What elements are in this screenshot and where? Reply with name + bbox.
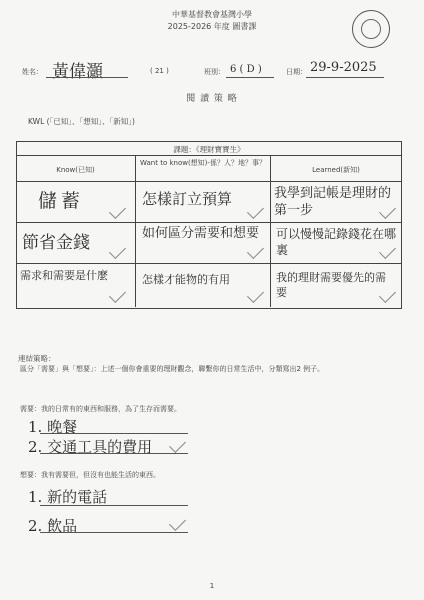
needs-item-1: 1. 晚餐 [28, 418, 78, 436]
student-number: ( 21 ) [150, 67, 169, 75]
class-value: 6 ( D ) [230, 64, 262, 75]
check-mark-icon [169, 436, 186, 453]
kwl-label: KWL (「已知」、「想知」、「新知」) [28, 117, 135, 126]
class-label: 班別： [204, 68, 225, 76]
kwl-topic: 課題：《理財寶寶生》 [173, 145, 245, 154]
needs-item-2: 2. 交通工具的費用 [28, 438, 153, 456]
student-name: 黃偉灝 [52, 62, 103, 82]
column-header-want: Want to know(想知)-係？人？地？事？ [140, 159, 266, 167]
column-header-know: Know(已知) [56, 166, 95, 174]
page-number: 1 [209, 582, 215, 590]
strategy-label: 連結策略： [18, 354, 56, 363]
needs-prompt: 需要：我的日常有的東西和服務，為了生存而需要。 [20, 405, 181, 413]
table-cell-want-2: 如何區分需要和想要 [142, 226, 260, 241]
school-name: 中華基督教會基灣小學 [172, 10, 252, 19]
table-cell-know-2: 節省金錢 [22, 233, 90, 253]
table-cell-learned-2: 可以慢慢記錄錢花在哪裏 [276, 227, 397, 257]
check-mark-icon [169, 514, 186, 531]
name-label: 姓名： [22, 68, 43, 76]
wants-item-2: 2. 飲品 [28, 517, 78, 535]
year-subject: 2025-2026 年度 圖書課 [167, 22, 257, 31]
strategy-instruction: 區分「需要」與「想要」：上述一個你會重要的理財觀念，聯繫你的日常生活中，分類寫出2 例子。 [20, 365, 325, 373]
page-title: 閱 讀 策 略 [186, 94, 238, 104]
table-cell-know-1: 儲蓄 [38, 190, 85, 212]
table-cell-know-3: 需求和需要是什麼 [20, 269, 108, 282]
wants-item-1: 1. 新的電話 [28, 488, 108, 506]
table-cell-want-1: 怎樣訂立預算 [142, 190, 233, 208]
table-cell-want-3: 怎樣才能物的有用 [142, 273, 230, 286]
table-cell-learned-1: 我學到記帳是理財的第一步 [274, 186, 392, 218]
table-cell-learned-3: 我的理財需要優先的需要 [276, 271, 386, 299]
wants-prompt: 想要：我有需要但，但沒有也能生活的東西。 [20, 471, 160, 479]
date-value: 29-9-2025 [310, 60, 377, 75]
column-header-learned: Learned(新知) [312, 166, 360, 174]
date-label: 日期： [286, 68, 307, 76]
